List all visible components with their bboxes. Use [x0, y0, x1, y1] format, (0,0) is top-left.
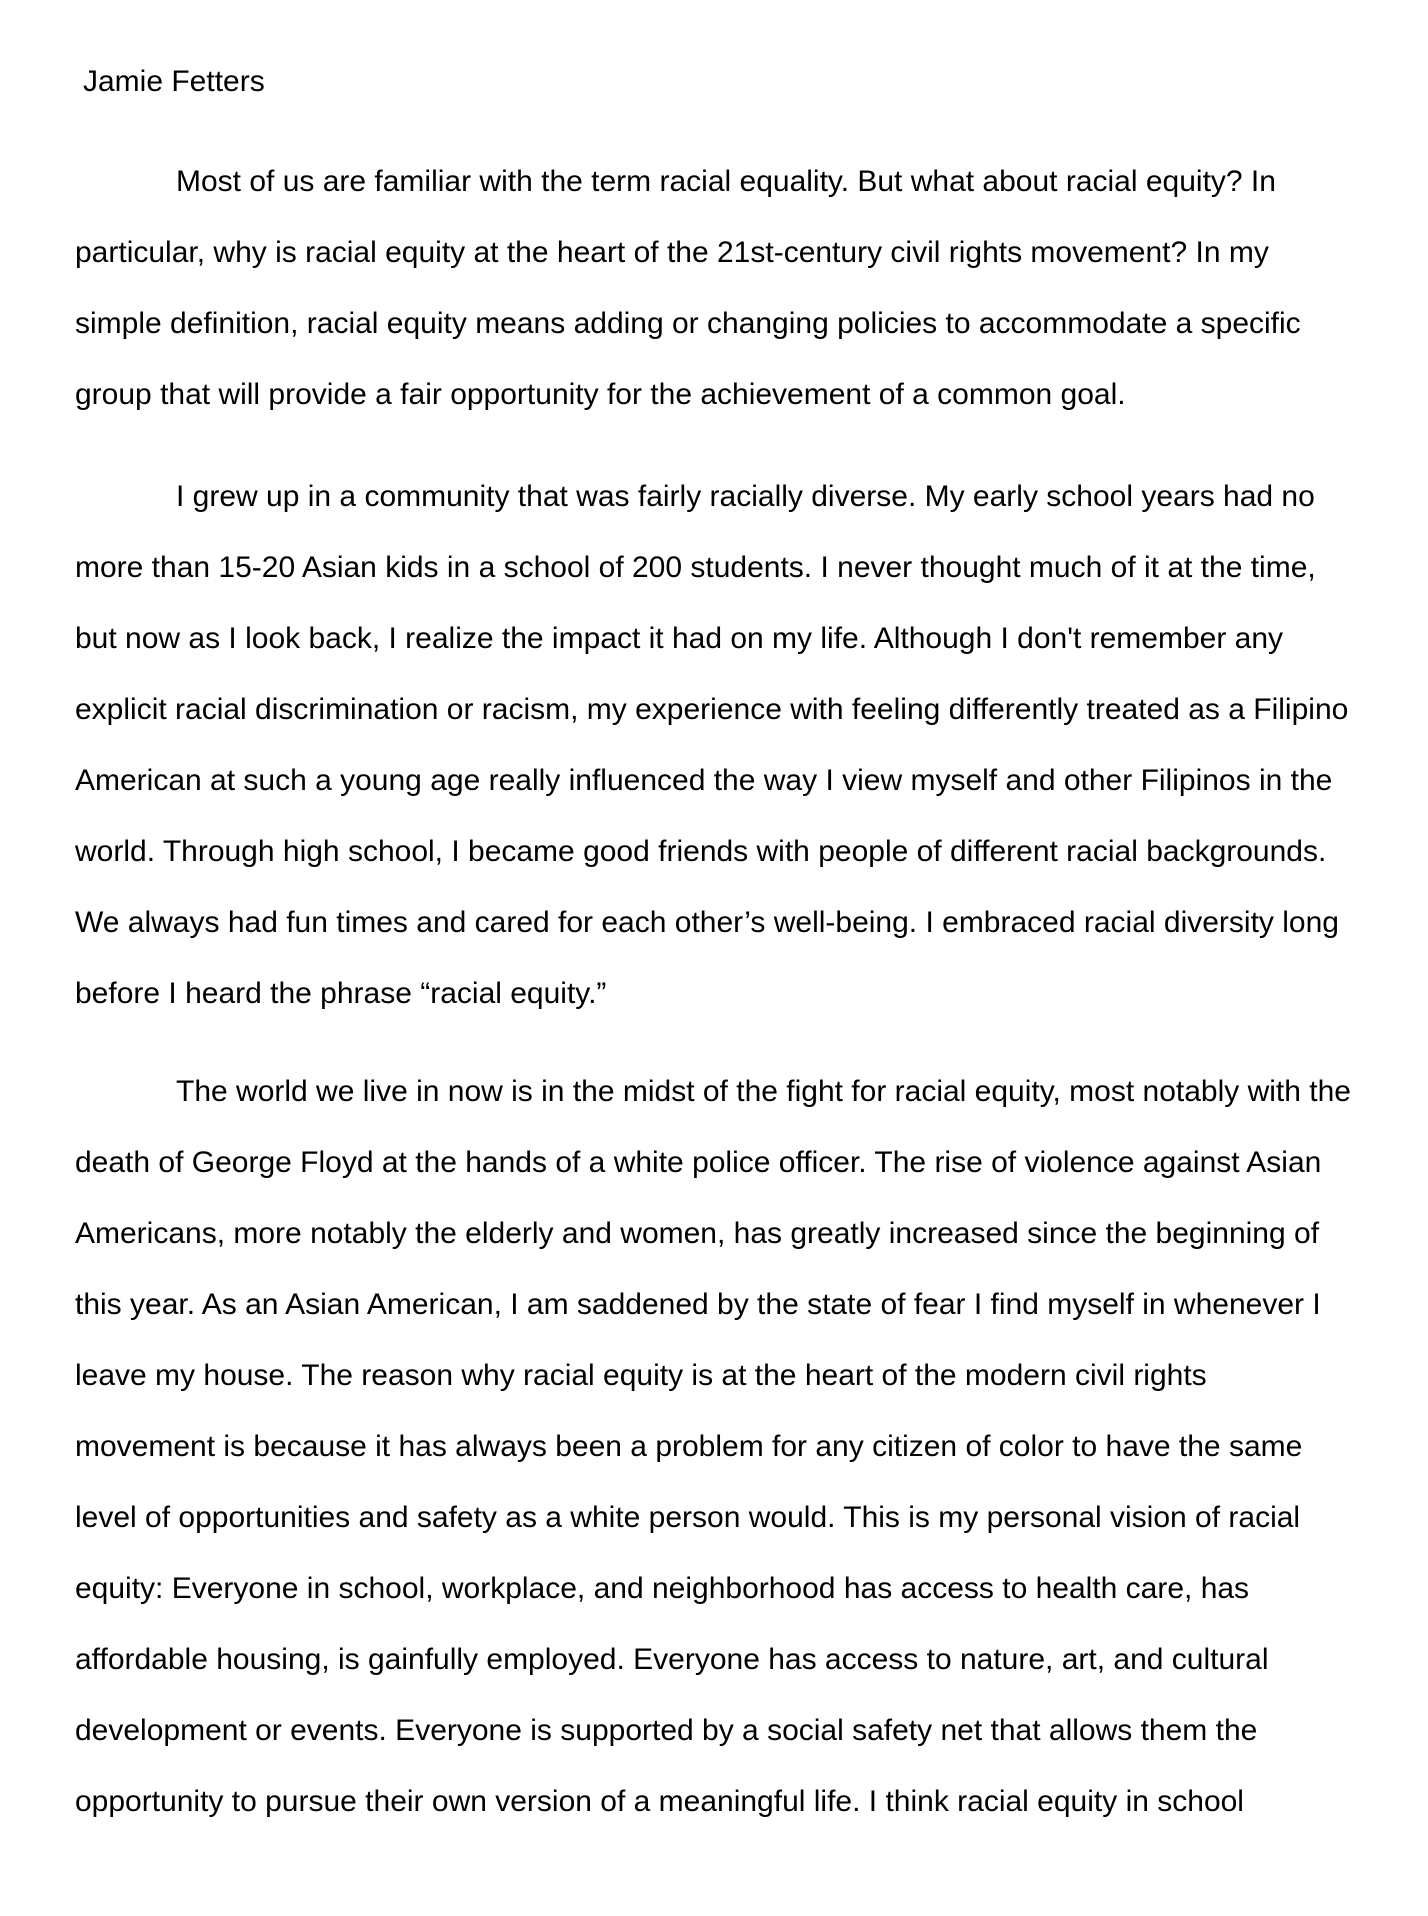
paragraph-line: Americans, more notably the elderly and women, has greatly increased since the beginning of: [75, 1217, 1320, 1250]
paragraph-line: opportunity to pursue their own version of a meaningful life. I think racial equity in school: [75, 1785, 1244, 1818]
paragraph-line: particular, why is racial equity at the heart of the 21st-century civil rights movement? In my: [75, 236, 1269, 269]
paragraph-line: death of George Floyd at the hands of a white police officer. The rise of violence against Asian: [75, 1146, 1322, 1179]
paragraph-line: I grew up in a community that was fairly racially diverse. My early school years had no: [176, 480, 1315, 513]
paragraph-line: group that will provide a fair opportunity for the achievement of a common goal.: [75, 378, 1126, 411]
paragraph-line: explicit racial discrimination or racism, my experience with feeling differently treated as a Filipino: [75, 693, 1349, 726]
paragraph-line: equity: Everyone in school, workplace, and neighborhood has access to health care, has: [75, 1572, 1250, 1605]
paragraph-line: development or events. Everyone is supported by a social safety net that allows them the: [75, 1714, 1258, 1747]
paragraph-line: movement is because it has always been a problem for any citizen of color to have the same: [75, 1430, 1303, 1463]
paragraph-line: American at such a young age really influenced the way I view myself and other Filipinos in the: [75, 764, 1333, 797]
paragraph-line: level of opportunities and safety as a white person would. This is my personal vision of racial: [75, 1501, 1301, 1534]
paragraph-line: simple definition, racial equity means adding or changing policies to accommodate a specific: [75, 307, 1301, 340]
paragraph-line: The world we live in now is in the midst of the fight for racial equity, most notably with the: [176, 1075, 1351, 1108]
paragraph-line: Most of us are familiar with the term racial equality. But what about racial equity? In: [176, 165, 1276, 198]
paragraph-line: before I heard the phrase “racial equity.”: [75, 977, 607, 1010]
author-name: Jamie Fetters: [83, 65, 265, 98]
paragraph-2: [75, 461, 1348, 1029]
paragraph-line: leave my house. The reason why racial equity is at the heart of the modern civil rights: [75, 1359, 1207, 1392]
paragraph-line: We always had fun times and cared for each other’s well-being. I embraced racial diversity long: [75, 906, 1339, 939]
paragraph-3: [75, 1056, 1351, 1837]
paragraph-line: affordable housing, is gainfully employed. Everyone has access to nature, art, and cultural: [75, 1643, 1269, 1676]
paragraph-line: more than 15-20 Asian kids in a school of 200 students. I never thought much of it at the time,: [75, 551, 1316, 584]
paragraph-line: but now as I look back, I realize the impact it had on my life. Although I don't remember any: [75, 622, 1284, 655]
paragraph-1: [75, 146, 1301, 430]
paragraph-line: this year. As an Asian American, I am saddened by the state of fear I find myself in whenever I: [75, 1288, 1321, 1321]
paragraph-line: world. Through high school, I became good friends with people of different racial backgrounds.: [75, 835, 1327, 868]
